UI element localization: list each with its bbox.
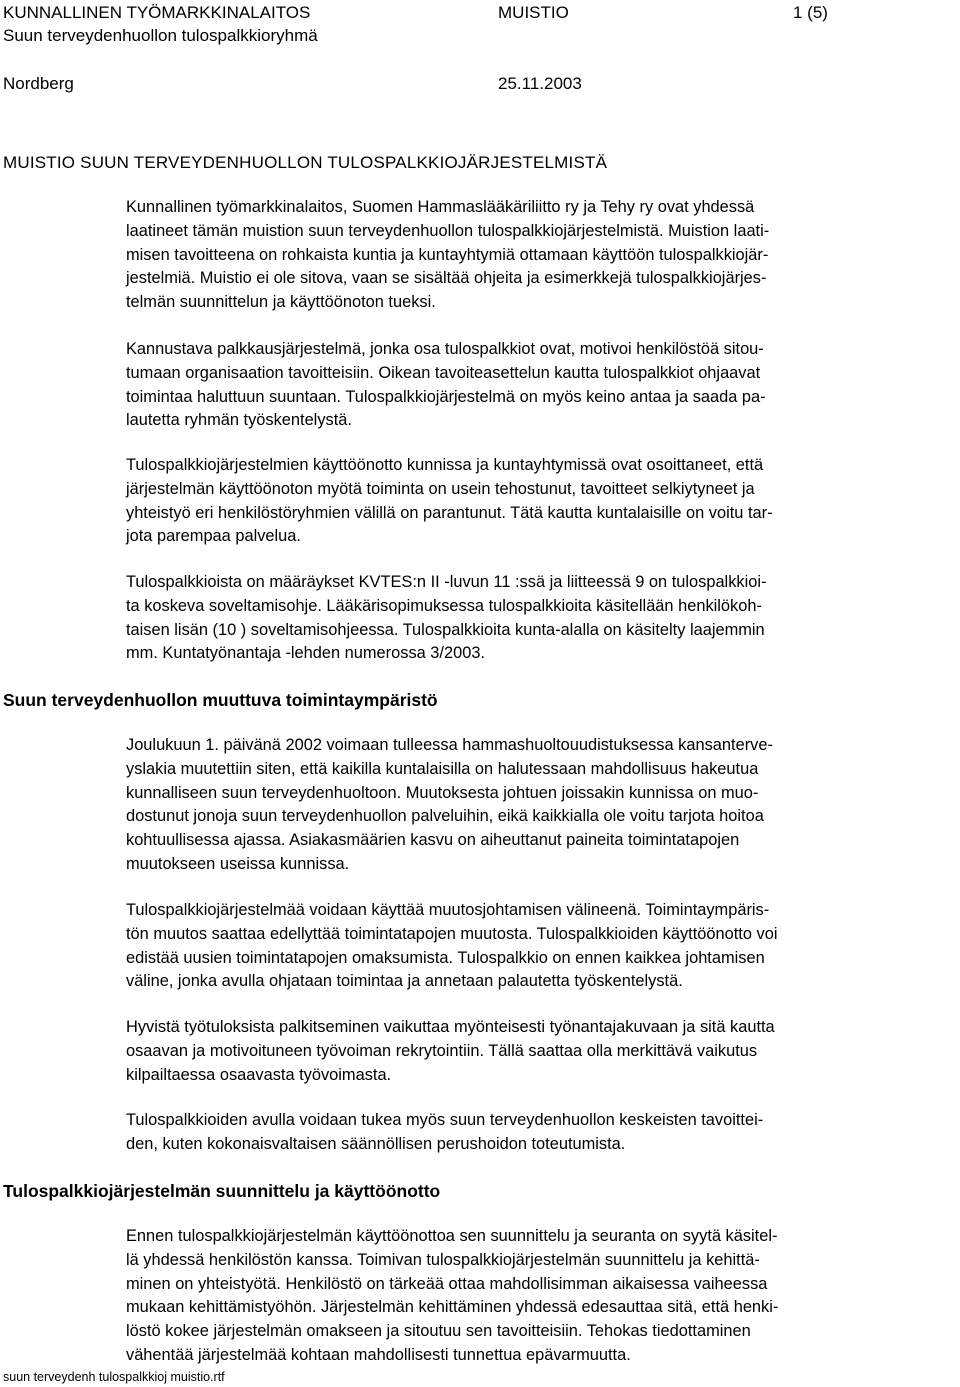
text-line: Tulospalkkiojärjestelmien käyttöönotto kunnissa ja kuntayhtymissä ovat osoittaneet, että <box>126 456 764 474</box>
paragraph <box>126 196 956 315</box>
text-line: vähentää järjestelmää kohtaan mahdollisesti tunnettua epävarmuutta. <box>126 1345 631 1364</box>
section-heading: Tulospalkkiojärjestelmän suunnittelu ja käyttöönotto <box>3 1181 441 1201</box>
paragraph <box>126 338 956 433</box>
text-line: kilpailtaessa osaavasta työvoimasta. <box>126 1065 392 1084</box>
text-line: edistää uusien toimintatapojen omaksumista. Tulospalkkio on ennen kaikkea johtamisen <box>126 948 765 967</box>
section-heading: Suun terveydenhuollon muuttuva toimintaympäristö <box>3 690 438 710</box>
paragraph <box>126 734 956 877</box>
text-line: Tulospalkkiojärjestelmää voidaan käyttää muutosjohtamisen välineenä. Toimintaympäris- <box>126 901 770 919</box>
text-line: ta koskeva soveltamisohje. Lääkärisopimuksessa tulospalkkioita käsitellään henkilökoh- <box>126 596 762 615</box>
paragraph <box>126 1109 956 1157</box>
text-line: Kunnallinen työmarkkinalaitos, Suomen Hammaslääkäriliitto ry ja Tehy ry ovat yhdessä <box>126 198 755 216</box>
author: Nordberg <box>3 74 74 93</box>
text-line: tumaan organisaation tavoitteisiin. Oikean tavoiteasettelun kautta tulospalkkiot ohjaavat <box>126 363 761 382</box>
document-date: 25.11.2003 <box>498 74 582 93</box>
document-type: MUISTIO <box>498 3 569 22</box>
text-line: yslakia muutettiin siten, että kaikilla kuntalaisilla on halutessaan mahdollisuus hakeutua <box>126 759 759 778</box>
text-line: jota parempaa palvelua. <box>126 527 301 546</box>
text-line: mukaan kehittämistyöhön. Järjestelmän kehittäminen yhdessä edesauttaa sitä, että henki- <box>126 1298 779 1317</box>
text-line: tön muutos saattaa edellyttää toimintatapojen muutosta. Tulospalkkioiden käyttöönotto voi <box>126 924 778 943</box>
document-title: MUISTIO SUUN TERVEYDENHUOLLON TULOSPALKKIOJÄRJESTELMISTÄ <box>3 153 608 172</box>
text-line: laatineet tämän muistion suun terveydenhuollon tulospalkkiojärjestelmistä. Muistion laati- <box>126 221 770 240</box>
text-line: Joulukuun 1. päivänä 2002 voimaan tulleessa hammashuoltouudistuksessa kansanterve- <box>126 736 773 754</box>
text-line: taisen lisän (10 ) soveltamisohjeessa. Tulospalkkioita kunta-alalla on käsitelty laajemmin <box>126 620 765 639</box>
paragraph <box>126 454 956 549</box>
paragraph <box>126 1016 956 1087</box>
text-line: muutokseen useissa kunnissa. <box>126 854 350 873</box>
text-line: Kannustava palkkausjärjestelmä, jonka osa tulospalkkiot ovat, motivoi henkilöstöä sitou- <box>126 340 764 358</box>
org-name: KUNNALLINEN TYÖMARKKINALAITOS <box>3 3 311 22</box>
paragraph <box>126 899 956 994</box>
text-line: jestelmiä. Muistio ei ole sitova, vaan se sisältää ohjeita ja esimerkkejä tulospalkkiojärjes- <box>126 269 767 288</box>
text-line: lä yhdessä henkilöstön kanssa. Toimivan tulospalkkiojärjestelmän suunnittelu ja kehittä- <box>126 1250 760 1269</box>
text-line: misen tavoitteena on rohkaista kuntia ja kuntayhtymiä ottamaan käyttöön tulospalkkiojär- <box>126 245 769 264</box>
paragraph <box>126 1225 956 1368</box>
text-line: mm. Kuntatyönantaja -lehden numerossa 3/2003. <box>126 644 485 663</box>
text-line: telmän suunnittelun ja käyttöönoton tueksi. <box>126 293 436 312</box>
paragraph <box>126 571 956 666</box>
footer-filename: suun terveydenh tulospalkkioj muistio.rtf <box>3 1370 225 1384</box>
text-line: Ennen tulospalkkiojärjestelmän käyttöönottoa sen suunnittelu ja seuranta on syytä käsitel- <box>126 1227 778 1245</box>
text-line: Tulospalkkioiden avulla voidaan tukea myös suun terveydenhuollon keskeisten tavoittei- <box>126 1111 764 1129</box>
text-line: minen on yhteistyötä. Henkilöstö on tärkeää ottaa mahdollisimman aikaisessa vaiheessa <box>126 1274 768 1293</box>
text-line: Hyvistä työtuloksista palkitseminen vaikuttaa myönteisesti työnantajakuvaan ja sitä kautta <box>126 1018 775 1036</box>
text-line: lautetta ryhmän työskentelystä. <box>126 411 352 430</box>
text-line: dostunut jonoja suun terveydenhuollon palveluihin, eikä kaikkialla ole voitu tarjota hoitoa <box>126 807 764 826</box>
text-line: löstö kokee järjestelmän omakseen ja sitoutuu sen tavoitteisiin. Tehokas tiedottaminen <box>126 1322 751 1341</box>
text-line: kohtuullisessa ajassa. Asiakasmäärien kasvu on aiheuttanut paineita toimintatapojen <box>126 831 740 850</box>
text-line: Tulospalkkioista on määräykset KVTES:n II -luvun 11 :ssä ja liitteessä 9 on tulospalkkioi- <box>126 573 767 591</box>
text-line: yhteistyö eri henkilöstöryhmien välillä on parantunut. Tätä kautta kuntalaisille on voitu tar- <box>126 503 773 522</box>
text-line: den, kuten kokonaisvaltaisen säännöllisen perushoidon toteutumista. <box>126 1134 626 1153</box>
text-line: kunnalliseen suun terveydenhuoltoon. Muutoksesta johtuen joissakin kunnissa on muo- <box>126 783 759 802</box>
group-name: Suun terveydenhuollon tulospalkkioryhmä <box>3 26 318 45</box>
text-line: toimintaa haluttuun suuntaan. Tulospalkkiojärjestelmä on myös keino antaa ja saada pa- <box>126 387 766 406</box>
text-line: osaavan ja motivoituneen työvoiman rekrytointiin. Tällä saattaa olla merkittävä vaikutus <box>126 1041 758 1060</box>
page-number: 1 (5) <box>793 3 828 22</box>
text-line: väline, jonka avulla ohjataan toimintaa ja annetaan palautetta työskentelystä. <box>126 972 683 991</box>
text-line: järjestelmän käyttöönoton myötä toiminta on usein tehostunut, tavoitteet selkiytyneet ja <box>126 479 755 498</box>
